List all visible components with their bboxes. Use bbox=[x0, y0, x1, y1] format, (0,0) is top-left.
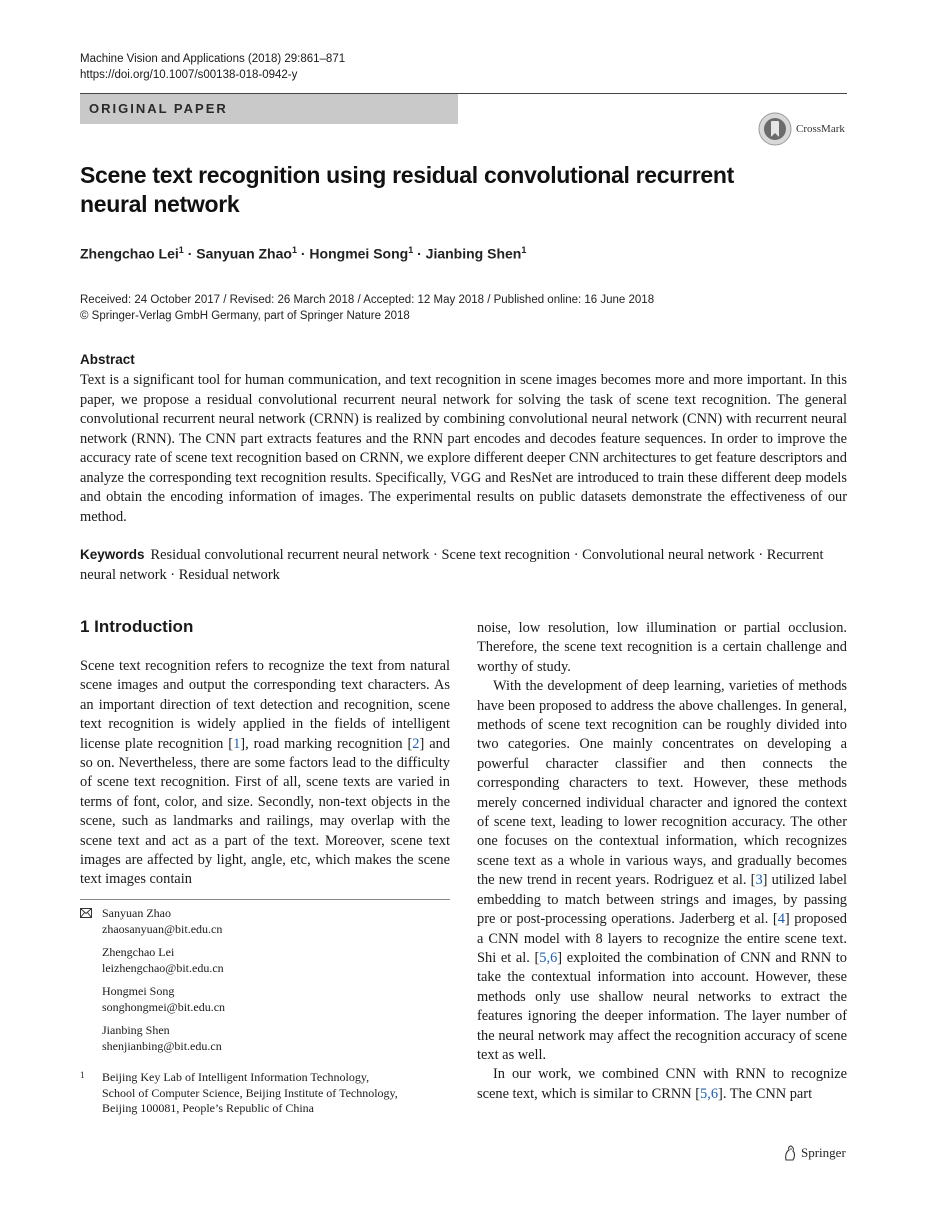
author-name[interactable]: Zhengchao Lei bbox=[80, 245, 179, 262]
keywords-text: Residual convolutional recurrent neural network · Scene text recognition · Convolutional neural network · Recurrent neural network · Residual network bbox=[80, 547, 824, 583]
contact-entry bbox=[102, 906, 222, 937]
author-name[interactable]: Sanyuan Zhao bbox=[196, 245, 292, 262]
paragraph bbox=[477, 677, 847, 1065]
contact-entry bbox=[102, 984, 225, 1015]
affiliation-text bbox=[102, 1070, 452, 1117]
contact-email[interactable]: leizhengchao@bit.edu.cn bbox=[102, 960, 224, 975]
author-affiliation: 1 bbox=[291, 245, 297, 255]
citation-link[interactable]: 3 bbox=[755, 872, 763, 889]
author-list: Zhengchao Lei$^1$ · Sanyuan Zhao$^1$ · Hongmei Song$^1$ · Jianbing Shen$^1$ bbox=[80, 245, 527, 262]
paper-title: Scene text recognition using residual convolutional recurrent neural network bbox=[80, 162, 734, 217]
left-column bbox=[80, 657, 450, 890]
abstract-heading: Abstract bbox=[80, 352, 135, 367]
citation-link[interactable]: 5,6 bbox=[700, 1085, 719, 1102]
citation-link[interactable]: 5,6 bbox=[539, 949, 558, 966]
contact-email[interactable]: zhaosanyuan@bit.edu.cn bbox=[102, 921, 223, 936]
affiliation-line: Beijing 100081, People’s Republic of China bbox=[102, 1101, 314, 1115]
journal-header bbox=[80, 51, 345, 83]
affiliation-number: 1 bbox=[80, 1070, 85, 1080]
right-column bbox=[477, 619, 847, 1104]
author-affiliation: 1 bbox=[178, 245, 184, 255]
springer-horse-icon bbox=[783, 1145, 797, 1161]
contact-name: Zhengchao Lei bbox=[102, 945, 175, 959]
paragraph: noise, low resolution, low illumination or partial occlusion. Therefore, the scene text recognition is a certain challenge and worthy of study. bbox=[477, 620, 847, 675]
paragraph-text: ]. The CNN part bbox=[718, 1085, 813, 1102]
keywords bbox=[80, 545, 847, 585]
copyright-line: © Springer-Verlag GmbH Germany, part of Springer Nature 2018 bbox=[80, 310, 410, 322]
paragraph-text: In our work, we combined CNN with RNN to recognize scene text, which is similar to CRNN [ bbox=[477, 1066, 847, 1102]
paragraph-text: With the development of deep learning, varieties of methods have been proposed to address the above challenges. In general, methods of scene text recognition can be roughly divided into two categories. One mainly concentrates on developing a powerful character classifier and then connects the corresponding characters to text. However, these methods merely concerned individual character and ignored the context of scene text, leading to lower recognition accuracy. The other one focuses on the contextual information, which recognizes scene text as a whole in various ways, and gradually becomes the new trend in recent years. Rodriguez et al. [ bbox=[477, 678, 847, 889]
author-name[interactable]: Jianbing Shen bbox=[425, 245, 522, 262]
author-affiliation: 1 bbox=[521, 245, 527, 255]
paragraph-text: ] exploited the combination of CNN and RNN to take the contextual information into account. However, these methods only use shallow neural networks to extract the features ignoring the deeper information. The layer number of the neural network may affect the recognition accuracy of scene text as well. bbox=[477, 949, 847, 1063]
paragraph bbox=[80, 657, 450, 890]
contact-name: Jianbing Shen bbox=[102, 1023, 170, 1037]
footnote-rule bbox=[80, 899, 450, 900]
section-heading: 1 Introduction bbox=[80, 617, 194, 636]
author-affiliation: 1 bbox=[408, 245, 414, 255]
affiliation-line: School of Computer Science, Beijing Institute of Technology, bbox=[102, 1085, 398, 1100]
doi-link[interactable]: https://doi.org/10.1007/s00138-018-0942-y bbox=[80, 69, 298, 81]
citation-link[interactable]: 1 bbox=[233, 735, 241, 752]
publisher-logo-text: Springer bbox=[801, 1145, 846, 1160]
contact-email[interactable]: songhongmei@bit.edu.cn bbox=[102, 999, 226, 1014]
contact-email[interactable]: shenjianbing@bit.edu.cn bbox=[102, 1038, 222, 1053]
citation-link[interactable]: 2 bbox=[412, 735, 420, 752]
contact-entry bbox=[102, 1023, 222, 1054]
section-label: ORIGINAL PAPER bbox=[89, 101, 228, 116]
keywords-label: Keywords bbox=[80, 547, 145, 562]
paragraph-text: ] proposed a CNN model with 8 layers to recognize the entire scene text. Shi et al. [ bbox=[477, 911, 847, 966]
contact-name: Hongmei Song bbox=[102, 984, 175, 998]
paragraph-text: ], road marking recognition [ bbox=[240, 735, 413, 752]
publication-history bbox=[80, 292, 654, 324]
paragraph bbox=[477, 1065, 847, 1104]
author-name[interactable]: Hongmei Song bbox=[309, 245, 409, 262]
affiliation-line: Beijing Key Lab of Intelligent Information Technology, bbox=[102, 1070, 370, 1084]
paragraph-text: Scene text recognition refers to recognize the text from natural scene images and output the corresponding text characters. As an important direction of text detection and recognition, scene text recognition is widely applied in the fields of intelligent license plate recognition [ bbox=[80, 658, 450, 752]
abstract-body: Text is a significant tool for human communication, and text recognition in scene images becomes more and more important. In this paper, we propose a residual convolutional recurrent neural network for solving the task of scene text recognition. The general convolutional recurrent neural network (CRNN) is realized by combining convolutional neural network (CNN) with recurrent neural network (RNN). The CNN part extracts features and the RNN part encodes and decodes feature sequences. In order to improve the accuracy rate of scene text recognition based on CRNN, we explore different deeper CNN architectures to get feature descriptors and analyze the corresponding text recognition results. Specifically, VGG and ResNet are introduced to train these different deep models and obtain the encoding information of images. The experimental results on public datasets demonstrate the effectiveness of our method. bbox=[80, 372, 847, 525]
contact-name: Sanyuan Zhao bbox=[102, 906, 171, 920]
paragraph-text: ] utilized label embedding to match between strings and images, by passing pre or post-processing operations. Jaderberg et al. [ bbox=[477, 872, 847, 928]
envelope-icon bbox=[80, 908, 92, 918]
crossmark-label[interactable]: CrossMark bbox=[796, 123, 845, 135]
contact-entry bbox=[102, 945, 224, 976]
dates-line: Received: 24 October 2017 / Revised: 26 March 2018 / Accepted: 12 May 2018 / Published online: 16 June 2018 bbox=[80, 294, 655, 306]
paragraph-text: ] and so on. Nevertheless, there are some factors lead to the difficulty of scene text recognition. First of all, scene texts are varied in terms of font, color, and size. Secondly, non-text objects in the scene, such as landmarks and railings, may overlap with the scene text and act as a part of the text. Moreover, scene text images are affected by light, angle, etc, which makes the scene text images contain bbox=[80, 735, 451, 888]
citation-link[interactable]: 4 bbox=[777, 911, 785, 928]
journal-citation: Machine Vision and Applications (2018) 29:861–871 bbox=[80, 53, 346, 65]
